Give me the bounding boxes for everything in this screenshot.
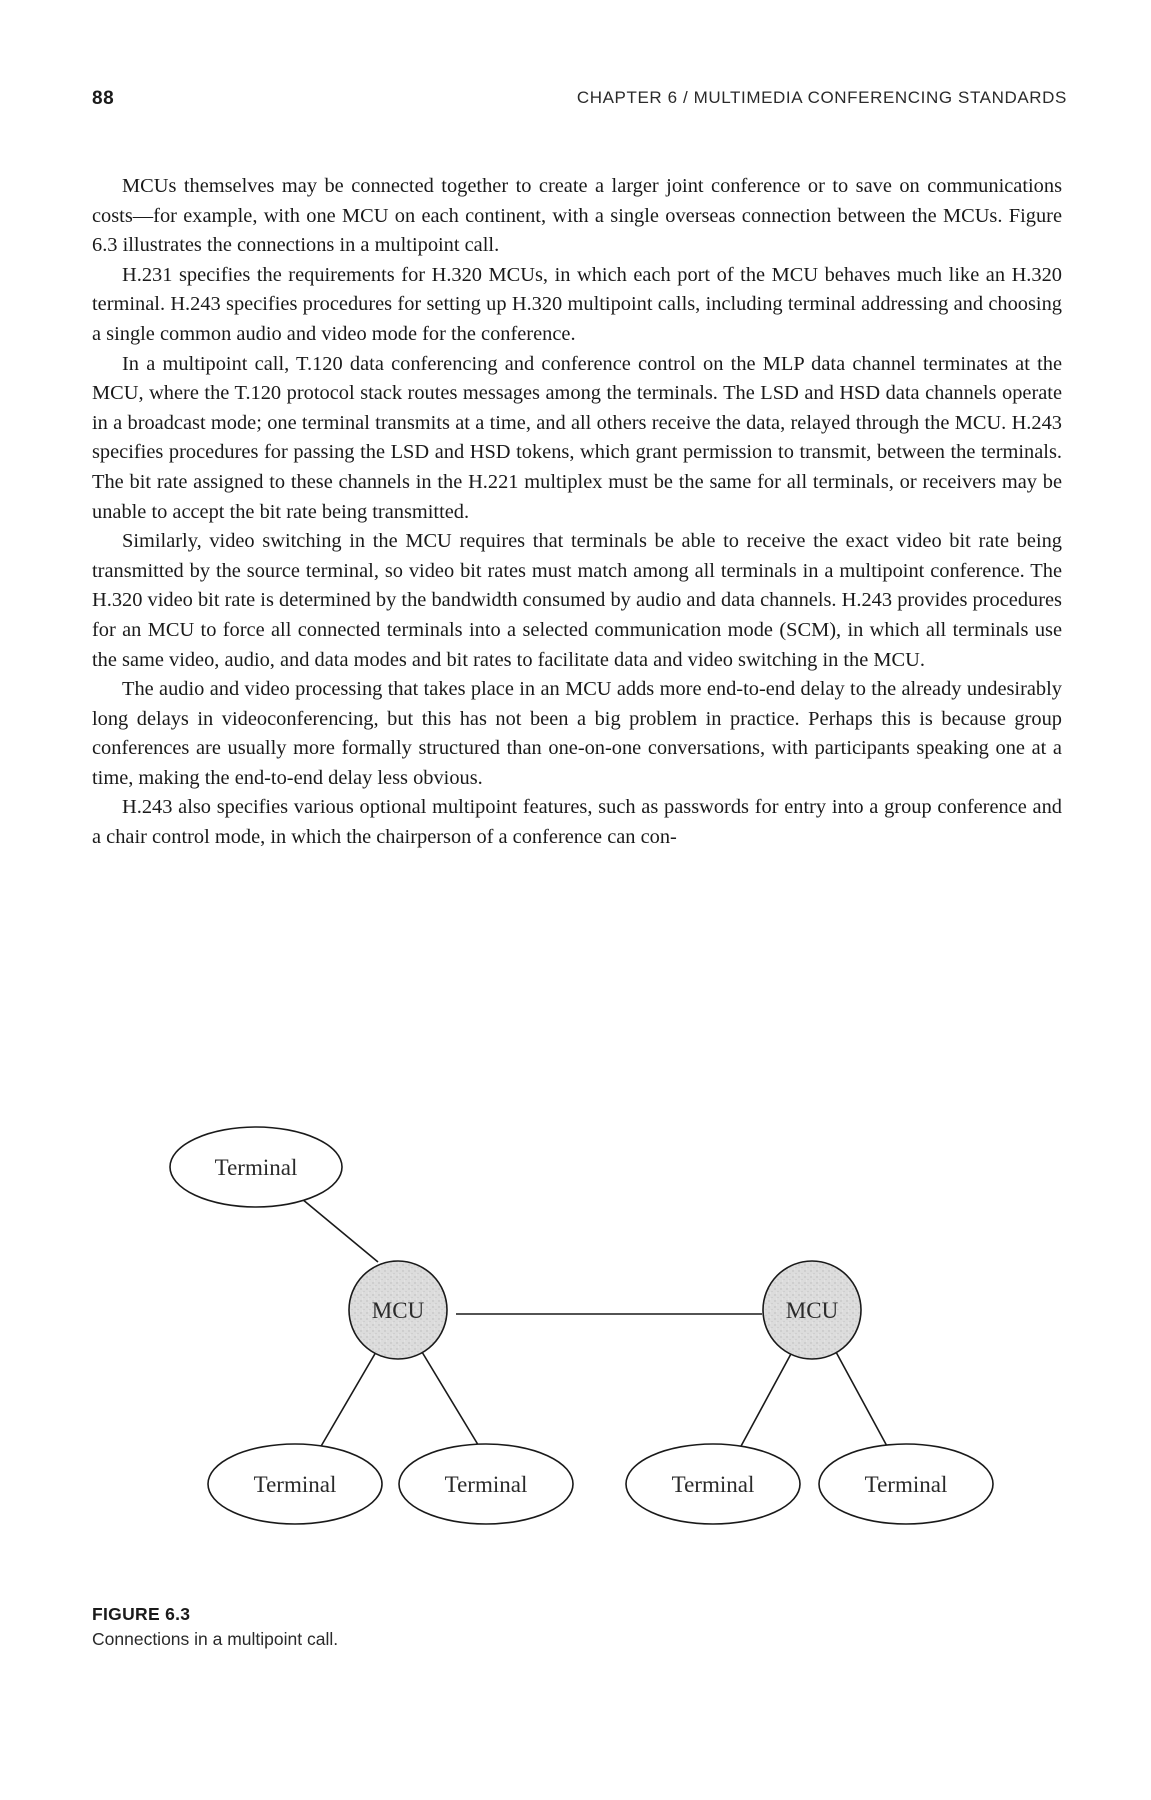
body-text <box>92 172 1062 853</box>
mcu-node-right <box>763 1261 861 1359</box>
link-mcu-left-terminal-2 <box>422 1352 480 1448</box>
terminal-label: Terminal <box>864 1472 948 1497</box>
paragraph: In a multipoint call, T.120 data conferencing and conference control on the MLP data channel terminates at the MCU, where the T.120 protocol stack routes messages among the terminals. The LSD and HSD data channels operate in a broadcast mode; one terminal transmits at a time, and all others receive the data, relayed through the MCU. H.243 specifies procedures for passing the LSD and HSD tokens, which grant permission to transmit, between the terminals. The bit rate assigned to these channels in the H.221 multiplex must be the same for all terminals, or receivers may be unable to accept the bit rate being transmitted. <box>92 352 1062 523</box>
chapter-title: CHAPTER 6 / MULTIMEDIA CONFERENCING STANDARDS <box>576 88 1067 107</box>
terminal-label: Terminal <box>253 1472 337 1497</box>
page-number: 88 <box>92 88 115 109</box>
paragraph: Similarly, video switching in the MCU requires that terminals be able to receive the exact video bit rate being transmitted by the source terminal, so video bit rates must match among all terminals in a multipoint conference. The H.320 video bit rate is determined by the bandwidth consumed by audio and data channels. H.243 provides procedures for an MCU to force all connected terminals into a selected communication mode (SCM), in which all terminals use the same video, audio, and data modes and bit rates to facilitate data and video switching in the MCU. <box>92 530 1062 671</box>
terminal-node-top <box>170 1127 342 1207</box>
terminal-node-bottom-4 <box>819 1444 993 1524</box>
figure-caption-text: Connections in a multipoint call. <box>92 1629 339 1649</box>
paragraph: The audio and video processing that takes place in an MCU adds more end-to-end delay to the already undesirably long delays in videoconferencing, but this has not been a big problem in practice. Perhaps this is because group conferences are usually more formally structured than one-on-one conversations, with participants speaking one at a time, making the end-to-end delay less obvious. <box>92 678 1062 789</box>
terminal-node-bottom-2 <box>399 1444 573 1524</box>
figure-label: FIGURE 6.3 <box>92 1604 191 1624</box>
running-head <box>92 88 1067 112</box>
mcu-label: MCU <box>371 1298 425 1323</box>
link-mcu-right-terminal-4 <box>836 1352 888 1448</box>
terminal-label: Terminal <box>444 1472 528 1497</box>
paragraph: H.243 also specifies various optional multipoint features, such as passwords for entry into a group conference and a chair control mode, in which the chairperson of a conference can con- <box>92 796 1062 849</box>
mcu-node-left <box>349 1261 447 1359</box>
link-mcu-right-terminal-3 <box>740 1352 792 1448</box>
terminal-node-bottom-1 <box>208 1444 382 1524</box>
figure-multipoint-diagram <box>0 1120 1151 1600</box>
multipoint-diagram <box>0 1120 1151 1600</box>
paragraph: H.231 specifies the requirements for H.320 MCUs, in which each port of the MCU behaves much like an H.320 terminal. H.243 specifies procedures for setting up H.320 multipoint calls, including terminal addressing and choosing a single common audio and video mode for the conference. <box>92 263 1062 345</box>
mcu-label: MCU <box>785 1298 839 1323</box>
link-terminal-top-mcu-left <box>296 1194 378 1262</box>
paragraph: MCUs themselves may be connected together to create a larger joint conference or to save on communications costs—for example, with one MCU on each continent, with a single overseas connection between the MCUs. Figure 6.3 illustrates the connections in a multipoint call. <box>92 175 1062 257</box>
terminal-node-bottom-3 <box>626 1444 800 1524</box>
terminal-label: Terminal <box>214 1155 298 1180</box>
link-mcu-left-terminal-1 <box>320 1352 376 1448</box>
terminal-label: Terminal <box>671 1472 755 1497</box>
figure-caption <box>92 1602 338 1652</box>
